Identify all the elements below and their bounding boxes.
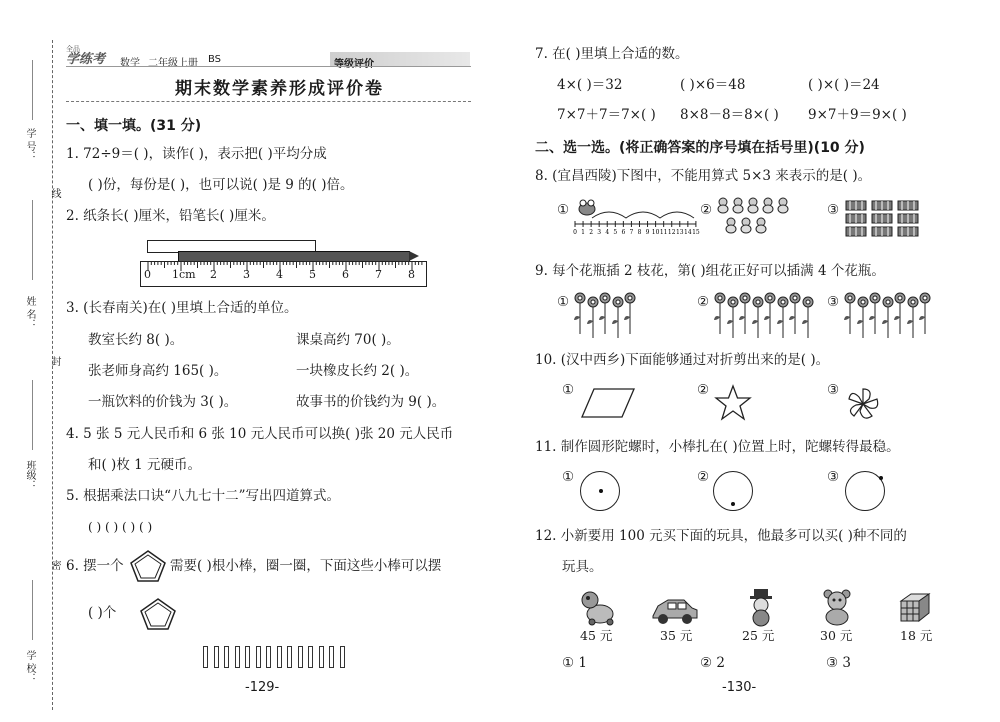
stick [266, 646, 271, 668]
toy-price: 35 元 [660, 628, 693, 643]
q3-f: 故事书的价钱约为 9( )。 [296, 394, 446, 410]
toy-price: 18 元 [900, 628, 933, 643]
toy-car-icon [650, 594, 700, 626]
q6-text-c: ( )个 [88, 605, 117, 621]
stick [235, 646, 240, 668]
chick-icon [739, 217, 753, 233]
title-rule [66, 101, 471, 102]
ruler-label: 1cm [172, 268, 196, 281]
ruler-label: 8 [408, 268, 415, 281]
chicks-group [716, 197, 796, 237]
leaf-bundle-icon [845, 200, 867, 211]
stick [224, 646, 229, 668]
q6-text-a: 6. 摆一个 [66, 558, 124, 574]
logo-top-text: 全品 [66, 45, 80, 53]
number-line-label: 0 [573, 229, 577, 236]
parallelogram-icon [580, 387, 636, 419]
leaf-bundle-icon [897, 213, 919, 224]
q12-line1: 12. 小新要用 100 元买下面的玩具，他最多可以买( )种不同的 [535, 528, 907, 544]
q11-option-3: ③ [827, 469, 840, 485]
q6-text-b: 需要( )根小棒，圈一圈，下面这些小棒可以摆 [170, 558, 442, 574]
stick [277, 646, 282, 668]
stick [256, 646, 261, 668]
logo [66, 45, 110, 67]
leaf-bundle-icon [897, 226, 919, 237]
school-label: 学 校： [24, 650, 35, 684]
class-label: 班级： [24, 460, 35, 490]
number-line-label: 11 [659, 229, 668, 236]
ruler-label: 0 [144, 268, 151, 281]
number-line [572, 198, 698, 236]
q4-line2: 和( )枚 1 元硬币。 [88, 457, 201, 473]
q11-text: 11. 制作圆形陀螺时，小棒扎在( )位置上时，陀螺转得最稳。 [535, 439, 900, 455]
seal-mark-line: 线 [49, 188, 60, 198]
leaf-bundle-icon [845, 213, 867, 224]
toy-snowman-icon [744, 588, 778, 626]
q7-r1-b: ( )×6＝48 [680, 77, 746, 93]
number-line-label: 14 [684, 229, 692, 236]
section-1-heading: 一、填一填。(31 分) [66, 118, 202, 134]
stick-position-dot [879, 476, 883, 480]
teddy-bear-icon [818, 588, 856, 626]
q9-option-3: ③ [827, 294, 840, 310]
pinwheel-icon [843, 384, 883, 424]
number-line-label: 3 [597, 229, 602, 236]
student-id-label: 学 号： [24, 128, 35, 162]
chick-icon [731, 197, 745, 213]
leaf-bundle-icon [897, 200, 919, 211]
q5-text: 5. 根据乘法口诀“八九七十二”写出四道算式。 [66, 488, 340, 504]
leaf-bundles-group [845, 200, 923, 238]
q8-option-3: ③ [827, 202, 840, 218]
header-rule [66, 66, 471, 67]
flowers-group-1 [573, 292, 643, 336]
leaf-bundle-icon [871, 200, 893, 211]
logo-text: 学练考 [66, 52, 106, 67]
number-line-label: 10 [651, 229, 660, 236]
number-line-label: 9 [645, 229, 650, 236]
number-line-label: 4 [605, 229, 610, 236]
chick-icon [761, 197, 775, 213]
q5-blanks: ( ) ( ) ( ) ( ) [88, 520, 153, 534]
chick-icon [746, 197, 760, 213]
q7-r1-c: ( )×( )＝24 [808, 77, 880, 93]
q3-c: 张老师身高约 165( )。 [88, 363, 228, 379]
q10-option-2: ② [697, 382, 710, 398]
flower-icon [801, 296, 815, 340]
flower-icon [918, 292, 932, 336]
name-label: 姓 名： [24, 296, 35, 330]
q12-option-2: ② 2 [700, 655, 725, 671]
flowers-group-3 [843, 292, 953, 336]
q9-text: 9. 每个花瓶插 2 枝花，第( )组花正好可以插满 4 个花瓶。 [535, 263, 885, 279]
q7-r1-a: 4×( )＝32 [557, 77, 623, 93]
ruler-label: 6 [342, 268, 349, 281]
q8-option-2: ② [700, 202, 713, 218]
q11-option-2: ② [697, 469, 710, 485]
pentagon-icon [138, 596, 178, 632]
stick [245, 646, 250, 668]
toy-price: 30 元 [820, 628, 853, 643]
flowers-group-2 [713, 292, 823, 336]
chick-icon [716, 197, 730, 213]
number-line-label: 1 [581, 229, 585, 236]
ruler-label: 2 [210, 268, 217, 281]
grade-badge-label: 等级评价 [334, 59, 374, 70]
pentagon-icon [128, 548, 168, 584]
seal-mark: 封 [49, 356, 60, 366]
grade-label: 二年级上册 [148, 58, 198, 69]
number-line-label: 2 [589, 229, 594, 236]
sticks-group [203, 646, 353, 670]
binding-dashed-line [52, 40, 53, 710]
stick [319, 646, 324, 668]
stick [329, 646, 334, 668]
stick [298, 646, 303, 668]
q11-option-1: ① [562, 469, 575, 485]
stick-position-dot [731, 502, 735, 506]
q9-option-1: ① [557, 294, 570, 310]
q7-r2-b: 8×8－8＝8×( ) [680, 107, 779, 123]
number-line-label: 5 [613, 229, 618, 236]
toy-price: 25 元 [742, 628, 775, 643]
rubiks-cube-icon [898, 591, 932, 625]
page-number-right: -130- [722, 680, 757, 695]
stick [214, 646, 219, 668]
chick-icon [724, 217, 738, 233]
edition-label: BS [208, 54, 222, 65]
ruler-label: 7 [375, 268, 382, 281]
number-line-label: 15 [692, 229, 700, 236]
school-line [32, 580, 33, 640]
q1-line1: 1. 72÷9＝( )，读作( )，表示把( )平均分成 [66, 146, 327, 162]
star-icon [713, 384, 753, 422]
number-line-label: 7 [629, 229, 634, 236]
q3-e: 一瓶饮料的价钱为 3( )。 [88, 394, 238, 410]
q10-option-1: ① [562, 382, 575, 398]
stick [287, 646, 292, 668]
page-number-left: -129- [245, 680, 280, 695]
spinning-top-circle-1 [580, 471, 620, 511]
leaf-bundle-icon [871, 213, 893, 224]
q2-text: 2. 纸条长( )厘米，铅笔长( )厘米。 [66, 208, 275, 224]
grade-badge [330, 52, 470, 70]
q12-option-1: ① 1 [562, 655, 587, 671]
q1-line2: ( )份，每份是( )，也可以说( )是 9 的( )倍。 [88, 177, 354, 193]
toy-animal-icon [578, 588, 618, 626]
q8-option-1: ① [557, 202, 570, 218]
q7-title: 7. 在( )里填上合适的数。 [535, 46, 689, 62]
stick [340, 646, 345, 668]
number-line-label: 12 [667, 229, 676, 236]
page-title: 期末数学素养形成评价卷 [175, 79, 384, 99]
chick-icon [754, 217, 768, 233]
seal-mark-close: 密 [49, 560, 60, 570]
ruler-labels [140, 268, 425, 284]
section-2-heading: 二、选一选。(将正确答案的序号填在括号里)(10 分) [535, 140, 865, 156]
q12-line2: 玩具。 [562, 559, 603, 575]
pencil-tip [409, 251, 419, 261]
q10-option-3: ③ [827, 382, 840, 398]
stick-position-dot [599, 489, 603, 493]
q10-text: 10. (汉中西乡)下面能够通过对折剪出来的是( )。 [535, 352, 830, 368]
subject-label: 数学 [120, 58, 140, 69]
q3-b: 课桌高约 70( )。 [296, 332, 400, 348]
name-line [32, 200, 33, 280]
ruler-label: 5 [309, 268, 316, 281]
q3-a: 教室长约 8( )。 [88, 332, 184, 348]
stick [308, 646, 313, 668]
toy-price: 45 元 [580, 628, 613, 643]
spinning-top-circle-2 [713, 471, 753, 511]
number-line-label: 13 [675, 229, 684, 236]
chick-icon [776, 197, 790, 213]
ruler-label: 4 [276, 268, 283, 281]
q3-title: 3. (长春南关)在( )里填上合适的单位。 [66, 300, 298, 316]
flower-icon [623, 292, 637, 336]
spinning-top-circle-3 [845, 471, 885, 511]
q7-r2-c: 9×7＋9＝9×( ) [808, 107, 907, 123]
q12-option-3: ③ 3 [826, 655, 851, 671]
q3-d: 一块橡皮长约 2( )。 [296, 363, 419, 379]
q8-text: 8. (宜昌西陵)下图中，不能用算式 5×3 来表示的是( )。 [535, 168, 872, 184]
q7-r2-a: 7×7＋7＝7×( ) [557, 107, 656, 123]
student-id-line [32, 60, 33, 120]
q9-option-2: ② [697, 294, 710, 310]
number-line-label: 8 [637, 229, 642, 236]
number-line-label: 6 [621, 229, 626, 236]
leaf-bundle-icon [845, 226, 867, 237]
q4-line1: 4. 5 张 5 元人民币和 6 张 10 元人民币可以换( )张 20 元人民币 [66, 426, 454, 442]
stick [203, 646, 208, 668]
ruler-label: 3 [243, 268, 250, 281]
leaf-bundle-icon [871, 226, 893, 237]
class-line [32, 380, 33, 450]
